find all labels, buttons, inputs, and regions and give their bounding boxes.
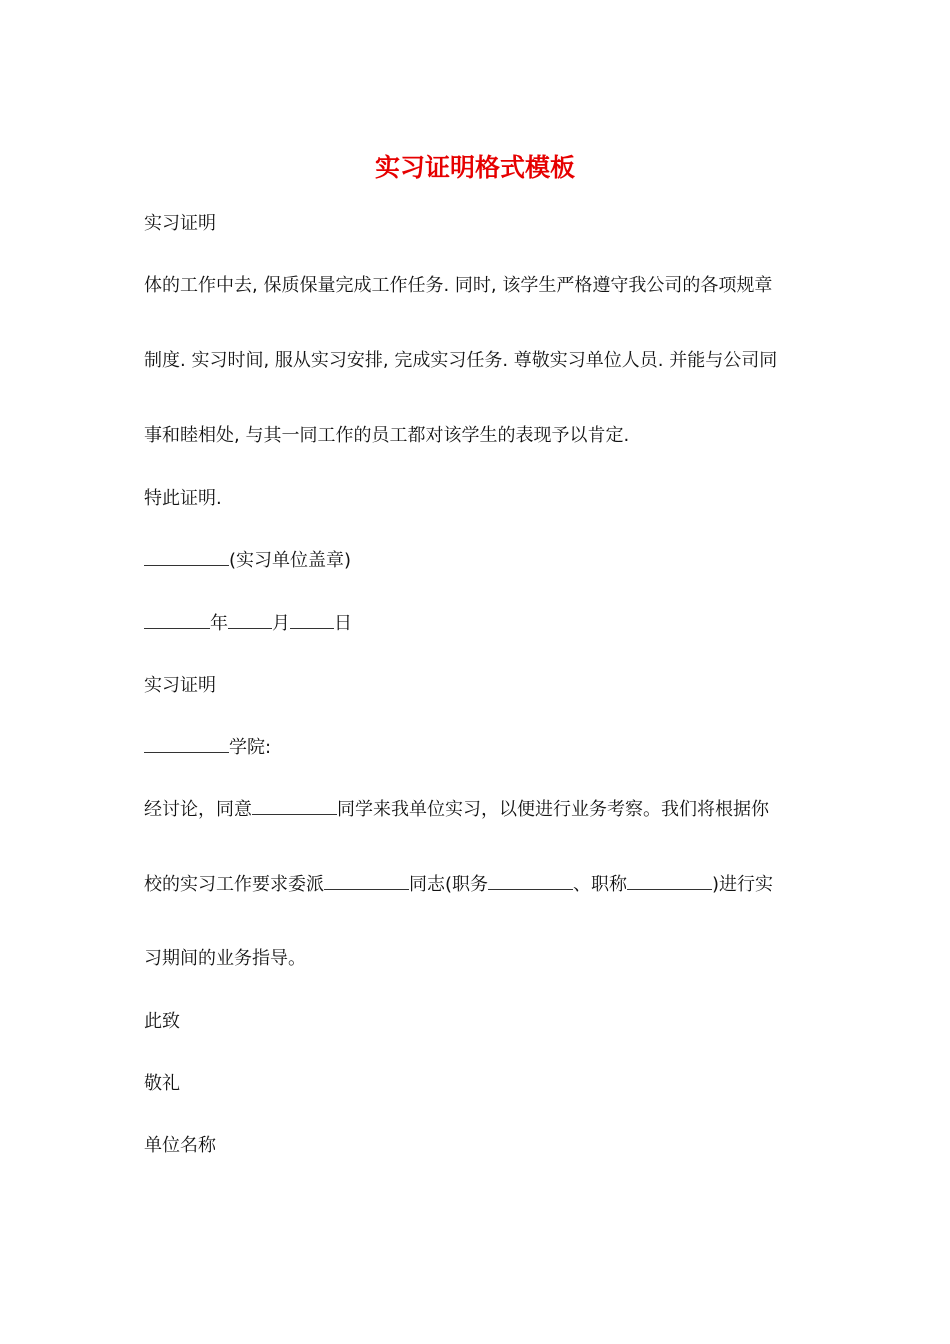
page-title: 实习证明格式模板 (374, 153, 575, 182)
college-line (144, 734, 812, 762)
p2-text-c: 校的实习工作要求委派 (144, 874, 324, 895)
paragraph-2-line-3: 习期间的业务指导。 (144, 948, 306, 969)
student-blank (252, 796, 337, 815)
day-blank (290, 610, 334, 629)
p2-text-b: 同学来我单位实习，以便进行业务考察。我们将根据你 (337, 799, 769, 820)
day-label: 日 (334, 613, 352, 634)
stamp-label: (实习单位盖章) (229, 550, 352, 571)
position-blank (488, 871, 573, 890)
paragraph-1-line-2: 制度. 实习时间, 服从实习安排, 完成实习任务. 尊敬实习单位人员. 并能与公司同 (144, 350, 778, 371)
paragraph-1-line-1: 体的工作中去, 保质保量完成工作任务. 同时, 该学生严格遵守我公司的各项规章 (144, 275, 773, 296)
paragraph-2-line-1 (144, 796, 812, 824)
paragraph-2-line-2 (144, 871, 812, 899)
supervisor-blank (324, 871, 409, 890)
year-label: 年 (210, 613, 228, 634)
paragraph-1-line-3: 事和睦相处, 与其一同工作的员工都对该学生的表现予以肯定. (144, 425, 630, 446)
year-blank (144, 610, 210, 629)
college-blank (144, 734, 229, 753)
salutation-2: 敬礼 (144, 1073, 180, 1094)
date-line (144, 610, 812, 638)
section-heading-1: 实习证明 (144, 213, 216, 234)
stamp-line (144, 547, 812, 575)
month-blank (228, 610, 272, 629)
closing-statement: 特此证明. (144, 488, 222, 509)
month-label: 月 (272, 613, 290, 634)
salutation-1: 此致 (144, 1011, 180, 1032)
section-heading-2: 实习证明 (144, 675, 216, 696)
company-blank (144, 547, 229, 566)
p2-text-d: 同志(职务 (409, 874, 489, 895)
title-blank (627, 871, 712, 890)
p2-text-e: 、职称 (573, 874, 628, 895)
unit-name-label: 单位名称 (144, 1135, 216, 1156)
p2-text-f: )进行实 (712, 874, 774, 895)
college-label: 学院: (229, 737, 272, 758)
p2-text-a: 经讨论，同意 (144, 799, 252, 820)
